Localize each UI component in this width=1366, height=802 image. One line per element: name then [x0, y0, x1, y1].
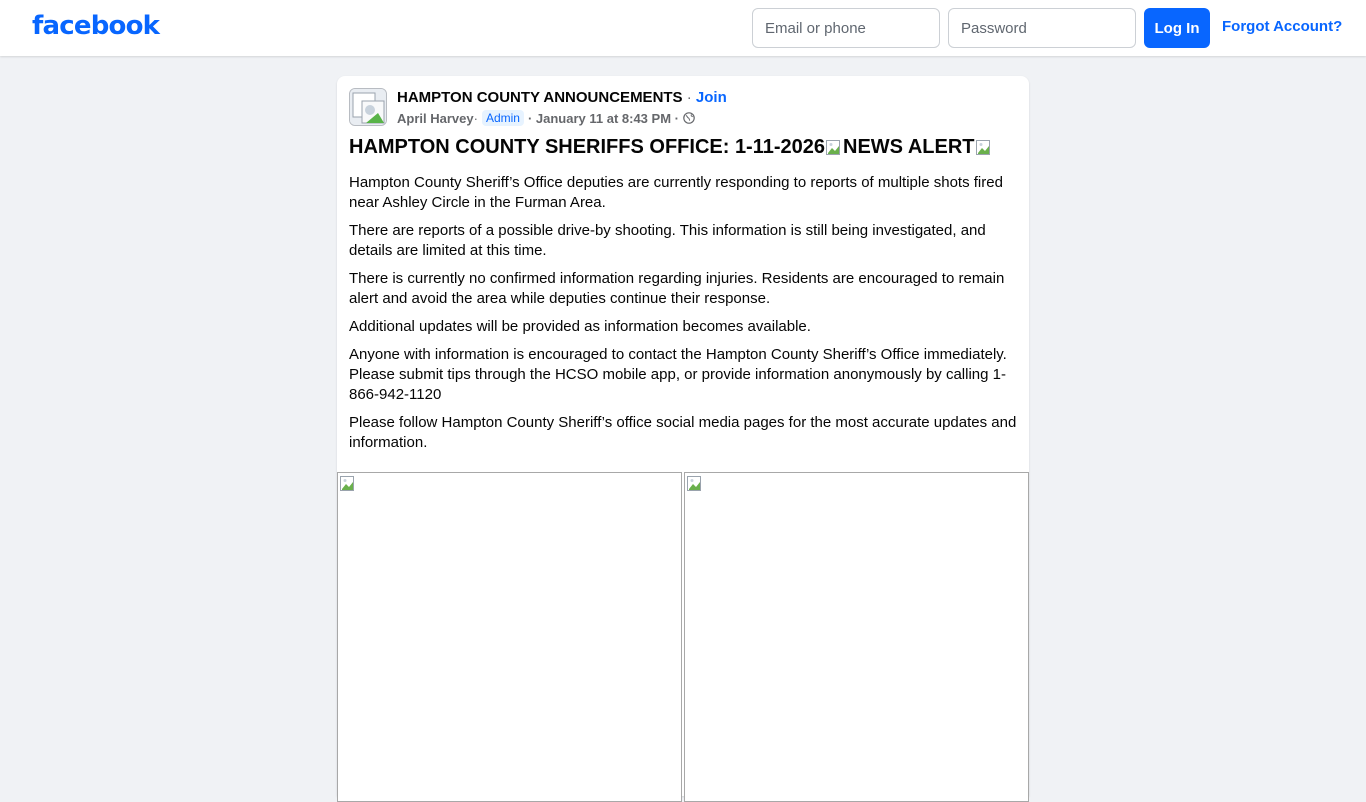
group-avatar[interactable]: [349, 88, 387, 126]
password-field[interactable]: [948, 8, 1136, 48]
separator-dot: ·: [682, 89, 696, 106]
post-title-text: HAMPTON COUNTY SHERIFFS OFFICE: 1-11-2026: [349, 136, 826, 158]
avatar-image-icon: [350, 89, 387, 126]
post-paragraph: Please follow Hampton County Sheriff’s office social media pages for the most accurate updates and information.: [349, 414, 1017, 451]
author-separator: ·: [473, 110, 478, 126]
facebook-logo[interactable]: facebook: [32, 11, 160, 41]
join-group-link[interactable]: Join: [695, 89, 727, 106]
globe-icon: [683, 112, 695, 124]
top-navigation-bar: [0, 0, 1366, 56]
post-paragraph: There are reports of a possible drive-by shooting. This information is still being investigated, and details are limited at this time.: [349, 222, 986, 259]
broken-image-icon: [687, 476, 703, 492]
post-paragraph: Additional updates will be provided as information becomes available.: [349, 318, 811, 335]
author-name[interactable]: April Harvey: [397, 110, 474, 126]
login-button[interactable]: Log In: [1144, 8, 1210, 48]
post-meta: [397, 110, 695, 126]
post-photo-2[interactable]: [684, 472, 1029, 802]
post-paragraph: Hampton County Sheriff’s Office deputies are currently responding to reports of multiple shots fired near Ashley Circle in the Furman Area.: [349, 174, 1003, 211]
group-header-line: [397, 89, 727, 106]
post-title-alert: NEWS ALERT: [843, 136, 975, 158]
broken-image-icon: [340, 476, 356, 492]
post-media-grid: [337, 472, 1029, 802]
post-paragraph: Anyone with information is encouraged to contact the Hampton County Sheriff’s Office immediately. Please submit tips through the HCSO mobile app, or provide information anonymously by calling 1-866-942-1120: [349, 346, 1007, 403]
post-photo-1[interactable]: [337, 472, 682, 802]
broken-image-icon: [826, 140, 842, 156]
group-name[interactable]: HAMPTON COUNTY ANNOUNCEMENTS: [397, 89, 683, 106]
post-body: [349, 173, 1019, 461]
admin-badge: Admin: [482, 110, 524, 126]
email-field[interactable]: [752, 8, 940, 48]
post-paragraph: There is currently no confirmed information regarding injuries. Residents are encouraged to remain alert and avoid the area while deputies continue their response.: [349, 270, 1005, 307]
broken-image-icon: [976, 140, 992, 156]
post-card: [337, 76, 1029, 796]
post-timestamp[interactable]: · January 11 at 8:43 PM ·: [527, 110, 679, 126]
post-title: [349, 136, 993, 159]
forgot-account-link[interactable]: Forgot Account?: [1222, 18, 1343, 35]
